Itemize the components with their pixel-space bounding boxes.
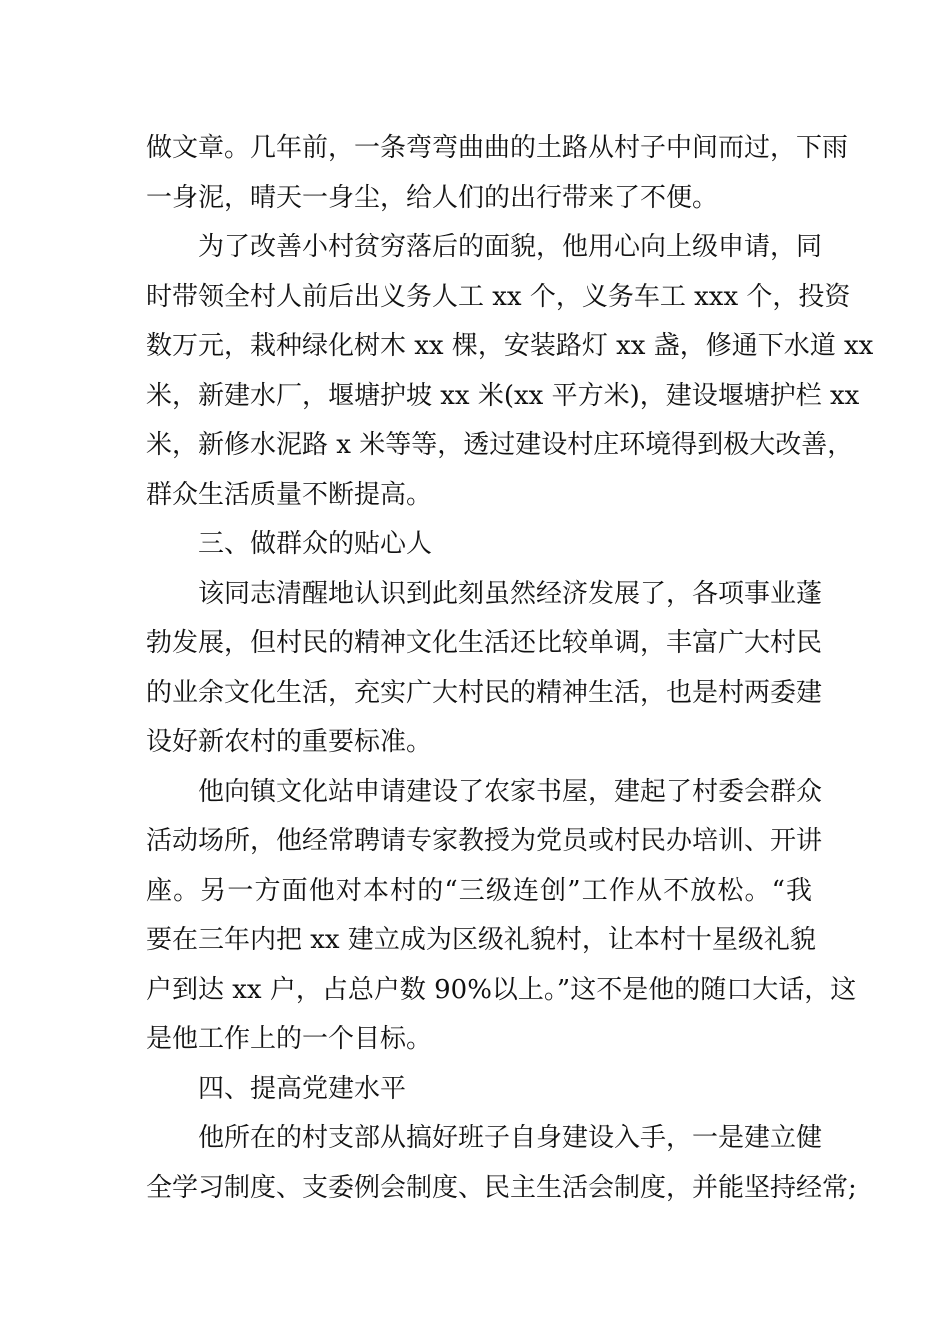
text-line: 活动场所，他经常聘请专家教授为党员或村民办培训、开讲 <box>146 826 823 856</box>
text-line: 要在三年内把 xx 建立成为区级礼貌村，让本村十星级礼貌 <box>146 925 816 955</box>
text-line: 米，新修水泥路 x 米等等，透过建设村庄环境得到极大改善， <box>146 430 854 460</box>
text-line: 做文章。几年前，一条弯弯曲曲的土路从村子中间而过，下雨 <box>146 133 849 163</box>
text-line: 一身泥，晴天一身尘，给人们的出行带来了不便。 <box>146 182 719 213</box>
section-heading: 四、提高党建水平 <box>198 1073 407 1104</box>
section-heading: 三、做群众的贴心人 <box>198 529 433 559</box>
text-line: 数万元，栽种绿化树木 xx 棵，安装路灯 xx 盏，修通下水道 xx <box>146 331 874 361</box>
text-line: 座。另一方面他对本村的“三级连创”工作从不放松。“我 <box>146 875 812 906</box>
text-line: 全学习制度、支委例会制度、民主生活会制度，并能坚持经常; <box>146 1172 857 1203</box>
text-line: 他所在的村支部从搞好班子自身建设入手，一是建立健 <box>198 1123 823 1153</box>
text-line: 户到达 xx 户，占总户数 90%以上。”这不是他的随口大话，这 <box>146 974 857 1005</box>
text-line: 群众生活质量不断提高。 <box>146 479 433 510</box>
text-line: 设好新农村的重要标准。 <box>146 727 433 757</box>
text-line: 时带领全村人前后出义务人工 xx 个，义务车工 xxx 个，投资 <box>146 281 851 312</box>
text-line: 的业余文化生活，充实广大村民的精神生活，也是村两委建 <box>146 677 823 708</box>
text-line: 勃发展，但村民的精神文化生活还比较单调，丰富广大村民 <box>146 628 823 658</box>
body-text <box>146 124 874 1213</box>
text-line: 是他工作上的一个目标。 <box>146 1024 433 1054</box>
text-line: 为了改善小村贫穷落后的面貌，他用心向上级申请，同 <box>198 232 823 262</box>
text-line: 米，新建水厂，堰塘护坡 xx 米(xx 平方米)，建设堰塘护栏 xx <box>146 380 860 411</box>
text-line: 该同志清醒地认识到此刻虽然经济发展了，各项事业蓬 <box>198 578 823 609</box>
text-line: 他向镇文化站申请建设了农家书屋，建起了村委会群众 <box>198 776 823 807</box>
